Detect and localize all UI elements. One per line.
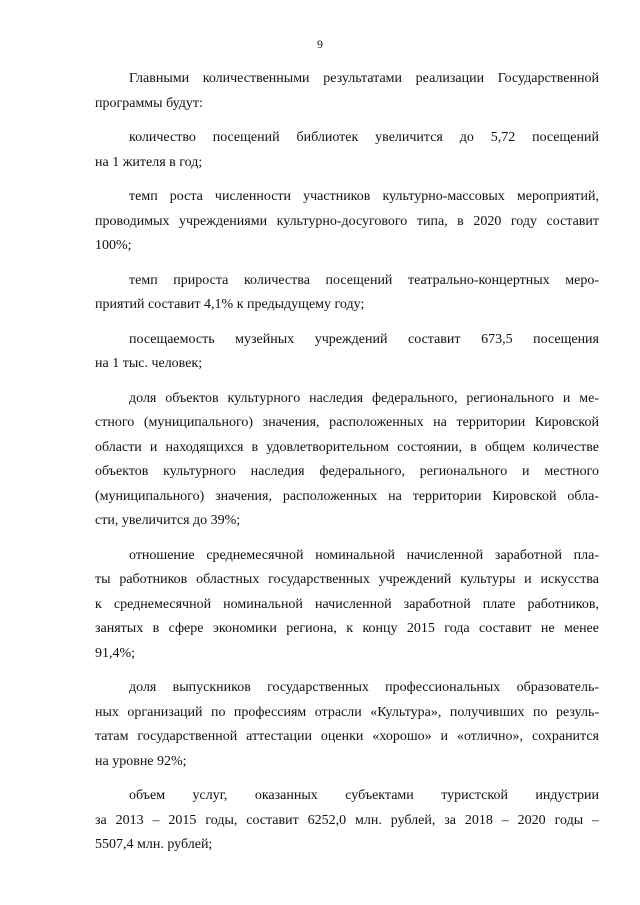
- paragraph-line: приятий составит 4,1% к предыдущему году;: [95, 297, 365, 312]
- paragraph: [95, 387, 599, 534]
- paragraph-line: Главными количественными результатами реализации Государственной: [129, 71, 599, 86]
- paragraph: [95, 784, 599, 858]
- paragraph-line: ты работников областных государственных учреждений культуры и искусства: [95, 572, 599, 587]
- paragraph-line: 5507,4 млн. рублей;: [95, 837, 213, 852]
- paragraph-line: занятых в сфере экономики региона, к концу 2015 года составит не менее: [95, 621, 599, 636]
- paragraph-line: отношение среднемесячной номинальной начисленной заработной пла-: [129, 547, 599, 563]
- paragraph-line: ных организаций по профессиям отрасли «Культура», получивших по резуль-: [95, 704, 599, 720]
- paragraph-line: объектов культурного наследия федерального, регионального и местного: [95, 464, 599, 479]
- paragraph: [95, 67, 599, 116]
- paragraph-line: на 1 жителя в год;: [95, 154, 203, 170]
- page-number: 9: [317, 37, 323, 51]
- paragraph-line: за 2013 – 2015 годы, составит 6252,0 млн. рублей, за 2018 – 2020 годы –: [95, 812, 599, 828]
- paragraph-line: к среднемесячной номинальной начисленной заработной плате работников,: [95, 596, 599, 612]
- paragraph-line: области и находящихся в удовлетворительном состоянии, в общем количестве: [95, 439, 599, 455]
- paragraph-line: объем услуг, оказанных субъектами туристской индустрии: [129, 788, 599, 803]
- paragraph-line: на уровне 92%;: [95, 753, 187, 769]
- paragraph: [95, 328, 599, 377]
- paragraph-line: доля выпускников государственных профессиональных образователь-: [129, 680, 599, 695]
- document-body: [95, 67, 599, 858]
- paragraph-line: татам государственной аттестации оценки «хорошо» и «отлично», сохранится: [95, 729, 599, 744]
- paragraph-line: проводимых учреждениями культурно-досугового типа, в 2020 году составит: [95, 213, 599, 229]
- paragraph: [95, 544, 599, 667]
- paragraph-line: сти, увеличится до 39%;: [95, 513, 241, 528]
- paragraph: [95, 676, 599, 774]
- paragraph-line: 91,4%;: [95, 645, 136, 661]
- paragraph-line: (муниципального) значения, расположенных на территории Кировской обла-: [95, 488, 599, 504]
- paragraph: [95, 269, 599, 318]
- paragraph-line: доля объектов культурного наследия федерального, регионального и ме-: [129, 390, 599, 406]
- paragraph-line: темп роста численности участников культурно-массовых мероприятий,: [129, 189, 599, 204]
- paragraph-line: стного (муниципального) значения, расположенных на территории Кировской: [95, 415, 599, 430]
- paragraph-line: программы будут:: [95, 95, 203, 111]
- paragraph-line: количество посещений библиотек увеличится до 5,72 посещений: [129, 130, 599, 145]
- paragraph: [95, 126, 599, 175]
- paragraph-line: 100%;: [95, 238, 132, 253]
- paragraph-line: темп прироста количества посещений театрально-концертных меро-: [129, 272, 599, 288]
- paragraph: [95, 185, 599, 259]
- paragraph-line: посещаемость музейных учреждений составит 673,5 посещения: [129, 331, 599, 347]
- paragraph-line: на 1 тыс. человек;: [95, 356, 203, 371]
